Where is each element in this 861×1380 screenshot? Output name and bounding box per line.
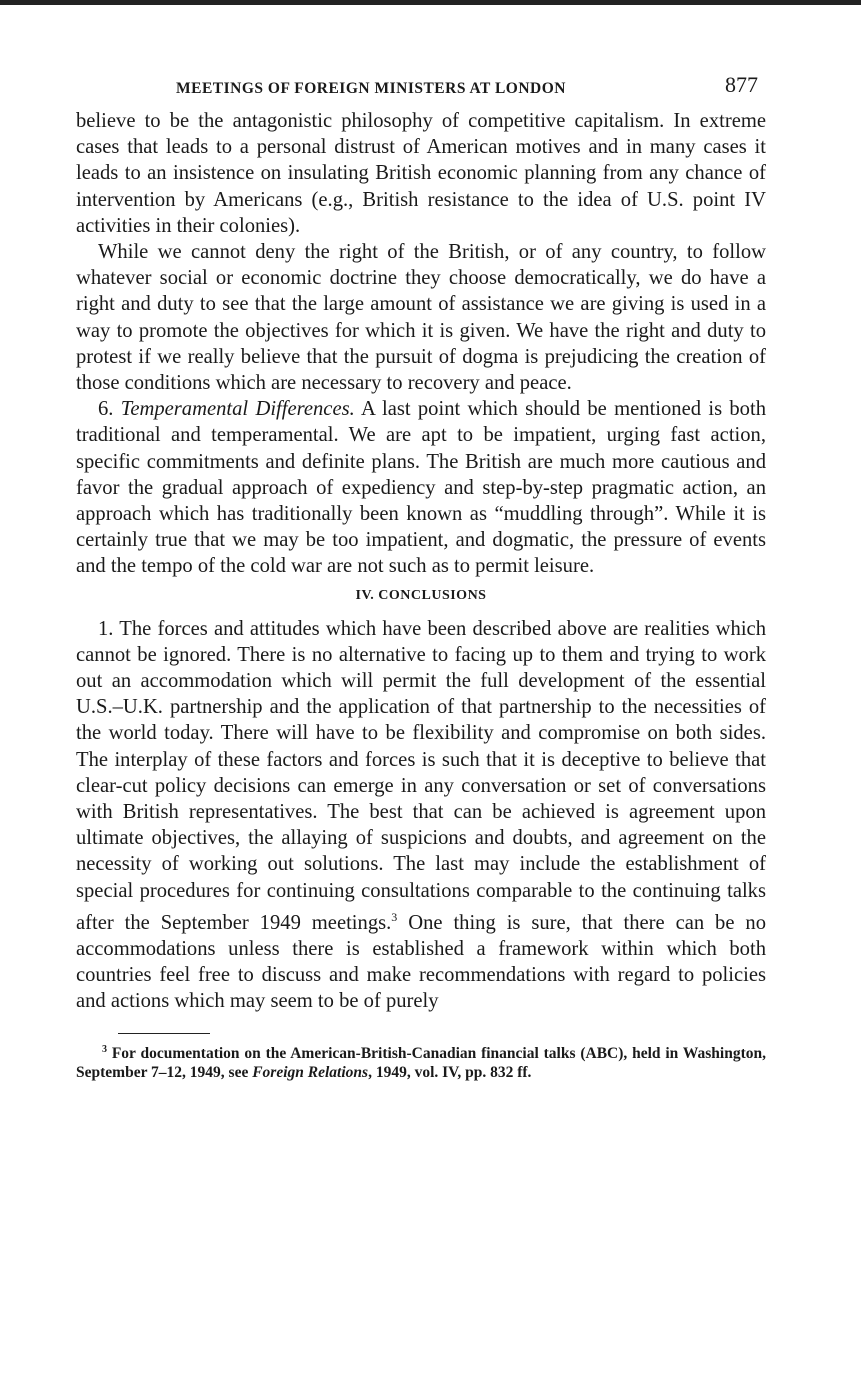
conclusion-text-a: 1. The forces and attitudes which have been described above are realities which cannot be ignored. There is no alternative to facing up to them and trying to work out an accommodation which will permit the full development of the essential U.S.–U.K. partnership and the application of that partnership to the necessities of the world today. There will have to be flexibility and compromise on both sides. The interplay of these factors and forces is such that it is deceptive to believe that clear-cut policy decisions can emerge in any conversation or set of conversations with British representatives. The best that can be achieved is agreement upon ultimate objectives, the allaying of suspicions and doubts, and agreement on the necessity of working out solutions. The last may include the establishment of special procedures for continuing consultations comparable to the continuing talks after the September 1949 meetings.	[76, 617, 766, 934]
page-number: 877	[725, 72, 758, 97]
footnote-divider	[118, 1033, 210, 1034]
running-title: MEETINGS OF FOREIGN MINISTERS AT LONDON	[176, 80, 566, 97]
footnote-text-b: , 1949, vol. IV, pp. 832 ff.	[368, 1063, 532, 1081]
item-text: A last point which should be mentioned is both traditional and temperamental. We are apt to be impatient, urging fast action, specific commitments and definite plans. The British are much more cautious and favor the gradual approach of expediency and step-by-step pragmatic action, an approach which has traditionally been known as “muddling through”. While it is certainly true that we may be too impatient, and dogmatic, the pressure of events and the tempo of the cold war are not such as to permit leisure.	[76, 398, 766, 578]
paragraph-rights-and-duty: While we cannot deny the right of the British, or of any country, to follow whatever social or economic doctrine they choose democratically, we do have a right and duty to see that the large amount of assistance we are giving is used in a way to promote the objectives for which it is given. We have the right and duty to protest if we really believe that the pursuit of dogma is prejudicing the creation of those conditions which are necessary to recovery and peace.	[76, 241, 766, 395]
top-scan-edge	[0, 0, 861, 5]
item-number: 6.	[98, 398, 114, 421]
running-header	[76, 68, 766, 108]
item-heading: Temperamental Differences.	[120, 398, 355, 421]
paragraph-conclusions-1	[76, 616, 766, 1015]
footnote	[76, 1040, 766, 1082]
conclusion-text-b: One thing is sure, that there can be no accommodations unless there is established a framework within which both countries feel free to discuss and make recommendations with regard to policies and actions which may seem to be of purely	[76, 911, 767, 1013]
paragraph-temperamental-differences	[76, 396, 766, 579]
document-page	[76, 68, 766, 1082]
paragraph-continuation: believe to be the antagonistic philosophy of competitive capitalism. In extreme cases that leads to a personal distrust of American motives and in many cases it leads to an insistence on insulating British economic planning from any chance of intervention by Americans (e.g., British resistance to the idea of U.S. point IV activities in their colonies).	[76, 110, 766, 237]
footnote-mark: 3	[102, 1043, 107, 1055]
footnote-reference: 3	[391, 909, 398, 924]
section-heading: IV. CONCLUSIONS	[355, 587, 487, 603]
footnote-text-a: For documentation on the American-British-Canadian financial talks (ABC), held in Washington, September 7–12, 1949, see	[76, 1044, 766, 1081]
footnote-source-title: Foreign Relations	[252, 1063, 369, 1081]
